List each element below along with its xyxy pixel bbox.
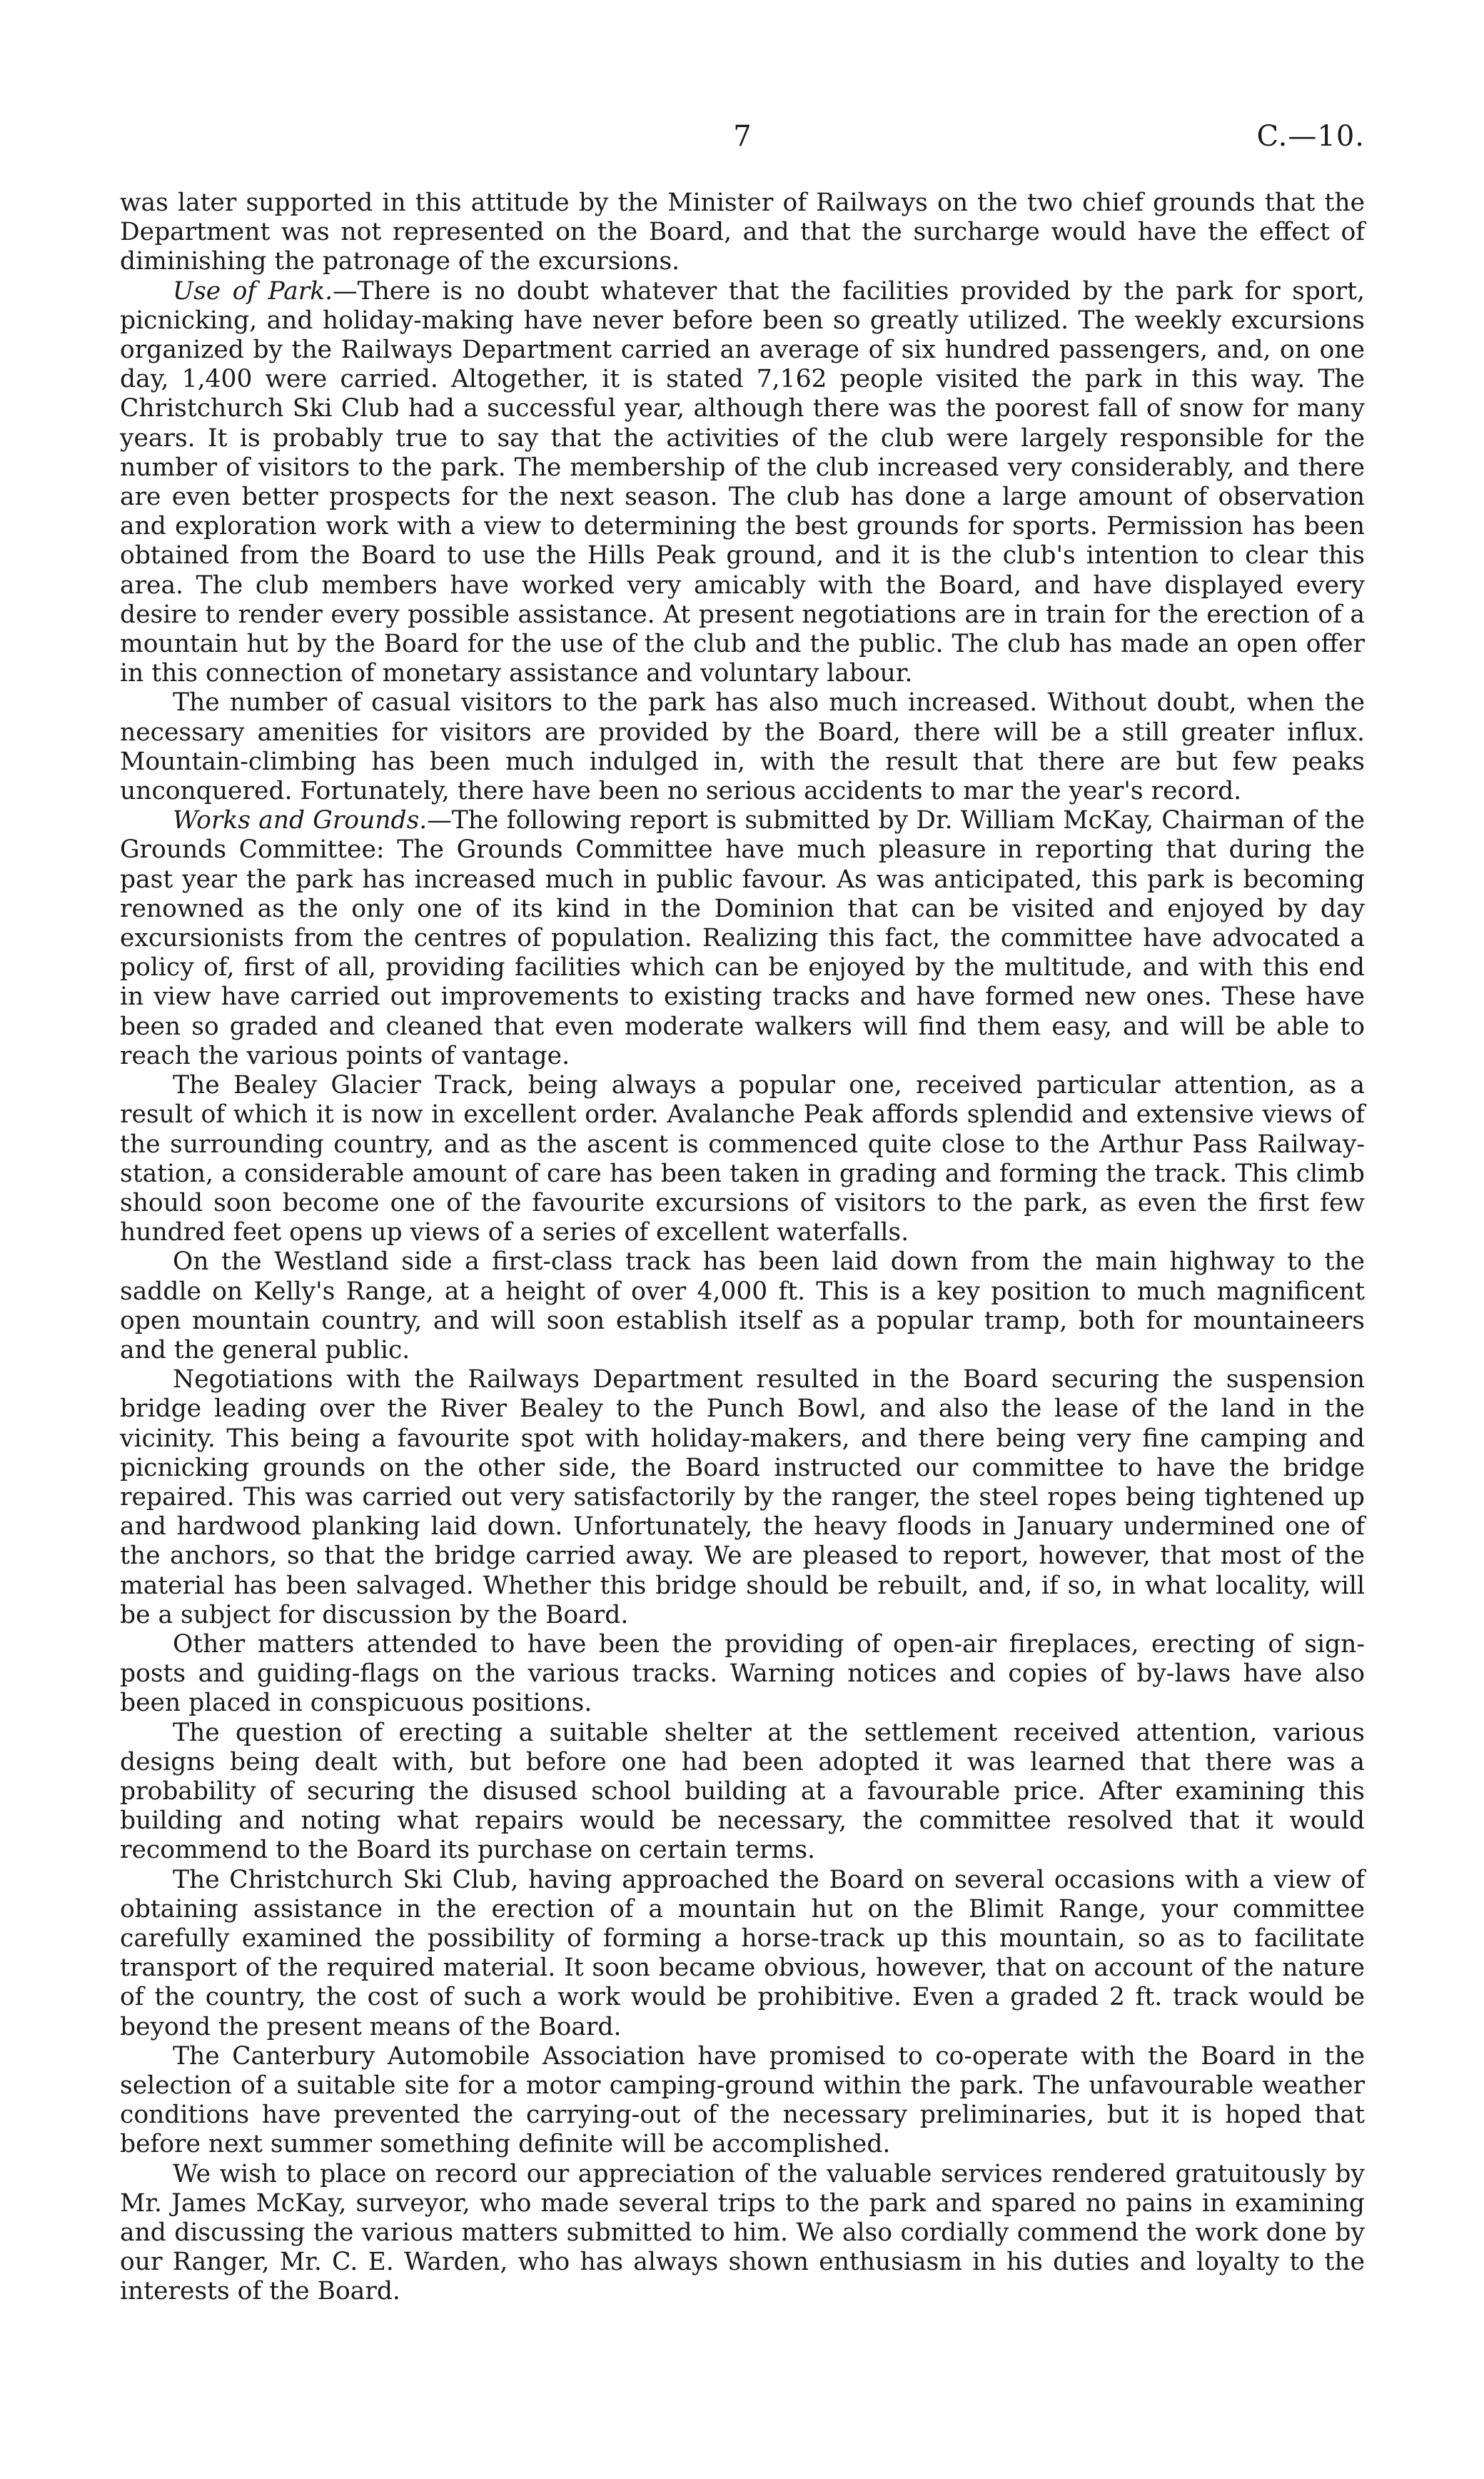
paragraph — [120, 688, 1365, 806]
paragraph-text: Negotiations with the Railways Department resulted in the Board securing the suspension bridge leading over the River Bealey to the Punch Bowl, and also the lease of the land in the vicinity. This being a favourite spot with holiday-makers, and there being very fine camping and picnicking grounds on the other side, the Board instructed our committee to have the bridge repaired. This was carried out very satisfactorily by the ranger, the steel ropes being tightened up and hardwood planking laid down. Unfortunately, the heavy floods in January undermined one of the anchors, so that the bridge carried away. We are pleased to report, however, that most of the material has been salvaged. Whether this bridge should be rebuilt, and, if so, in what locality, will be a subject for discussion by the Board. — [120, 1365, 1365, 1629]
section-title: Use of Park. — [173, 276, 333, 306]
paragraph-text: The Christchurch Ski Club, having approached the Board on several occasions with a view of obtaining assistance in the erection of a mountain hut on the Blimit Range, your committee carefully examined the possibility of forming a horse-track up this mountain, so as to facilitate transport of the required material. It soon became obvious, however, that on account of the nature of the country, the cost of such a work would be prohibitive. Even a graded 2 ft. track would be beyond the present means of the Board. — [120, 1865, 1365, 2041]
paragraph-text: —There is no doubt whatever that the facilities provided by the park for sport, picnicking, and holiday-making have never before been so greatly utilized. The weekly excursions organized by the Railways Department carried an average of six hundred passengers, and, on one day, 1,400 were carried. Altogether, it is stated 7,162 people visited the park in this way. The Christchurch Ski Club had a successful year, although there was the poorest fall of snow for many years. It is probably true to say that the activities of the club were largely responsible for the number of visitors to the park. The membership of the club increased very considerably, and there are even better prospects for the next season. The club has done a large amount of observation and exploration work with a view to determining the best grounds for sports. Permission has been obtained from the Board to use the Hills Peak ground, and it is the club's intention to clear this area. The club members have worked very amicably with the Board, and have displayed every desire to render every possible assistance. At present negotiations are in train for the erection of a mountain hut by the Board for the use of the club and the public. The club has made an open offer in this connection of monetary assistance and voluntary labour. — [120, 276, 1365, 688]
paragraph — [120, 188, 1365, 277]
paragraph — [120, 1866, 1365, 2042]
page-header — [120, 120, 1365, 163]
paragraph-text: The Bealey Glacier Track, being always a popular one, received particular attention, as a result of which it is now in excellent order. Avalanche Peak affords splendid and extensive views of the surrounding country, and as the ascent is commenced quite close to the Arthur Pass Railway-station, a considerable amount of care has been taken in grading and forming the track. This climb should soon become one of the favourite excursions of visitors to the park, as even the first few hundred feet opens up views of a series of excellent waterfalls. — [120, 1071, 1365, 1247]
paragraph-text: was later supported in this attitude by the Minister of Railways on the two chief grounds that the Department was not represented on the Board, and that the surcharge would have the effect of diminishing the patronage of the excursions. — [120, 188, 1365, 276]
paragraph — [120, 2042, 1365, 2160]
paragraph — [120, 1365, 1365, 1630]
paragraph-text: We wish to place on record our appreciation of the valuable services rendered gratuitously by Mr. James McKay, surveyor, who made several trips to the park and spared no pains in examining and discussing the various matters submitted to him. We also cordially commend the work done by our Ranger, Mr. C. E. Warden, who has always shown enthusiasm in his duties and loyalty to the interests of the Board. — [120, 2159, 1365, 2306]
paragraph-text: On the Westland side a first-class track has been laid down from the main highway to the saddle on Kelly's Range, at a height of over 4,000 ft. This is a key position to much magnificent open mountain country, and will soon establish itself as a popular tramp, both for mountaineers and the general public. — [120, 1247, 1365, 1364]
paragraph-text: Other matters attended to have been the providing of open-air fireplaces, erecting of sign-posts and guiding-flags on the various tracks. Warning notices and copies of by-laws have also been placed in conspicuous positions. — [120, 1629, 1365, 1718]
paragraph — [120, 1719, 1365, 1866]
paragraph-text: The question of erecting a suitable shelter at the settlement received attention, various designs being dealt with, but before one had been adopted it was learned that there was a probability of securing the disused school building at a favourable price. After examining this building and noting what repairs would be necessary, the committee resolved that it would recommend to the Board its purchase on certain terms. — [120, 1718, 1365, 1865]
paragraph — [120, 806, 1365, 1071]
paragraph — [120, 1247, 1365, 1365]
paragraph — [120, 1071, 1365, 1247]
document-reference: C.—10. — [1256, 120, 1365, 153]
paragraph-text: —The following report is submitted by Dr. William McKay, Chairman of the Grounds Committee: The Grounds Committee have much pleasure in reporting that during the past year the park has increased much in public favour. As was anticipated, this park is becoming renowned as the only one of its kind in the Dominion that can be visited and enjoyed by day excursionists from the centres of population. Realizing this fact, the committee have advocated a policy of, first of all, providing facilities which can be enjoyed by the multitude, and with this end in view have carried out improvements to existing tracks and have formed new ones. These have been so graded and cleaned that even moderate walkers will find them easy, and will be able to reach the various points of vantage. — [120, 806, 1365, 1070]
paragraph — [120, 1630, 1365, 1719]
page-number: 7 — [733, 120, 752, 153]
paragraph-text: The Canterbury Automobile Association have promised to co-operate with the Board in the selection of a suitable site for a motor camping-ground within the park. The unfavourable weather conditions have prevented the carrying-out of the necessary preliminaries, but it is hoped that before next summer something definite will be accomplished. — [120, 2041, 1365, 2159]
paragraph — [120, 277, 1365, 689]
section-title: Works and Grounds. — [173, 806, 428, 835]
paragraph — [120, 2160, 1365, 2307]
body-text — [120, 188, 1365, 2307]
paragraph-text: The number of casual visitors to the park has also much increased. Without doubt, when the necessary amenities for visitors are provided by the Board, there will be a still greater influx. Mountain-climbing has been much indulged in, with the result that there are but few peaks unconquered. Fortunately, there have been no serious accidents to mar the year's record. — [120, 688, 1365, 806]
